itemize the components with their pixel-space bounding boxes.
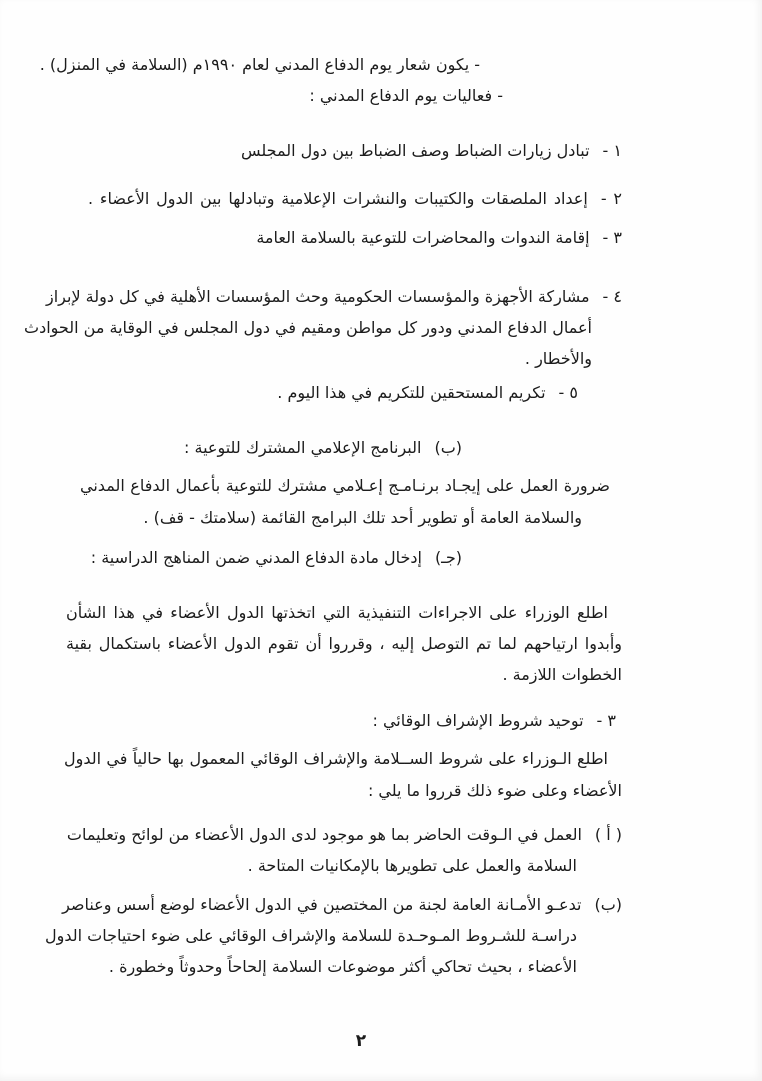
- section-3-paragraph-line1: اطلع الـوزراء على شروط الســلامة والإشراف الوقائي المعمول بها حالياً في الدول: [64, 749, 608, 768]
- list-item-3: [256, 228, 622, 247]
- section-j-heading: [91, 548, 462, 567]
- list-item-3-number: ٣ -: [602, 228, 622, 247]
- section-3-paragraph: [64, 743, 622, 807]
- section-j-paragraph-line3: الخطوات اللازمة .: [502, 665, 622, 684]
- section-j-paragraph-line2: وأبدوا ارتياحهم لما تم التوصل إليه ، وقرروا أن تقوم الدول الأعضاء باستكمال بقية: [66, 634, 622, 653]
- list-item-4-text-line2: أعمال الدفاع المدني ودور كل مواطن ومقيم في دول المجلس في الوقاية من الحوادث: [24, 318, 592, 337]
- bullet-line-activities: - فعاليات يوم الدفاع المدني :: [309, 86, 503, 105]
- list-item-2-number: ٢ -: [600, 189, 623, 208]
- sub-item-b-line1: تدعـو الأمـانة العامة لجنة من المختصين في الدول الأعضاء لوضع أسس وعناصر: [62, 895, 582, 914]
- section-3-heading-text: توحيد شروط الإشراف الوقائي :: [372, 711, 584, 730]
- list-item-4-text-line3: والأخطار .: [524, 349, 592, 368]
- section-3-sub-item-a: [66, 819, 622, 881]
- list-item-2-text: إعداد الملصقات والكتيبات والنشرات الإعلامية وتبادلها بين الدول الأعضاء .: [88, 189, 588, 208]
- list-item-5: [277, 383, 578, 402]
- list-item-4-number: ٤ -: [602, 287, 622, 306]
- section-j-paragraph: [66, 597, 622, 690]
- section-j-marker: (جـ): [434, 548, 462, 567]
- list-item-1: [241, 141, 622, 160]
- sub-item-b-marker: (ب): [594, 895, 622, 914]
- sub-item-a-line1: العمل في الـوقت الحاضر بما هو موجود لدى الدول الأعضاء من لوائح وتعليمات: [66, 825, 582, 844]
- section-b-paragraph: [80, 470, 610, 534]
- sub-item-a-line2: السلامة والعمل على تطويرها بالإمكانيات المتاحة .: [247, 856, 577, 875]
- section-b-marker: (ب): [434, 438, 462, 457]
- section-b-heading: [184, 438, 462, 457]
- section-3-number: ٣ -: [596, 711, 616, 730]
- section-j-paragraph-line1: اطلع الوزراء على الاجراءات التنفيذية التي اتخذتها الدول الأعضاء في هذا الشأن: [66, 603, 608, 622]
- sub-item-b-line2: دراسـة للشـروط المـوحـدة للسلامة والإشراف الوقائي على ضوء احتياجات الدول: [44, 926, 577, 945]
- section-b-heading-text: البرنامج الإعلامي المشترك للتوعية :: [184, 438, 422, 457]
- list-item-5-number: ٥ -: [558, 383, 578, 402]
- bullet-line-slogan: - يكون شعار يوم الدفاع المدني لعام ١٩٩٠م (السلامة في المنزل) .: [39, 55, 480, 74]
- section-3-heading: [372, 711, 616, 730]
- section-3-paragraph-line2: الأعضاء وعلى ضوء ذلك قرروا ما يلي :: [367, 781, 622, 800]
- page-number: ٢: [355, 1031, 367, 1051]
- sub-item-b-line3: الأعضاء ، بحيث تحاكي أكثر موضوعات السلامة إلحاحاً وحدوثاً وخطورة .: [108, 957, 577, 976]
- list-item-4-text-line1: مشاركة الأجهزة والمؤسسات الحكومية وحث المؤسسات الأهلية في كل دولة لإبراز: [46, 287, 590, 306]
- sub-item-a-marker: ( أ ): [594, 825, 622, 844]
- list-item-3-text: إقامة الندوات والمحاضرات للتوعية بالسلامة العامة: [256, 228, 590, 247]
- section-j-heading-text: إدخال مادة الدفاع المدني ضمن المناهج الدراسية :: [90, 548, 422, 567]
- list-item-5-text: تكريم المستحقين للتكريم في هذا اليوم .: [277, 383, 546, 402]
- list-item-4: [24, 281, 622, 374]
- section-b-paragraph-line2: والسلامة العامة أو تطوير أحد تلك البرامج القائمة (سلامتك - قف) .: [143, 508, 582, 527]
- section-b-paragraph-line1: ضرورة العمل على إيجـاد برنـامـج إعـلامي مشترك للتوعية بأعمال الدفاع المدني: [80, 476, 610, 495]
- section-3-sub-item-b: [44, 889, 622, 982]
- list-item-2: [88, 183, 622, 214]
- list-item-1-number: ١ -: [602, 141, 622, 160]
- list-item-1-text: تبادل زيارات الضباط وصف الضباط بين دول المجلس: [240, 141, 590, 160]
